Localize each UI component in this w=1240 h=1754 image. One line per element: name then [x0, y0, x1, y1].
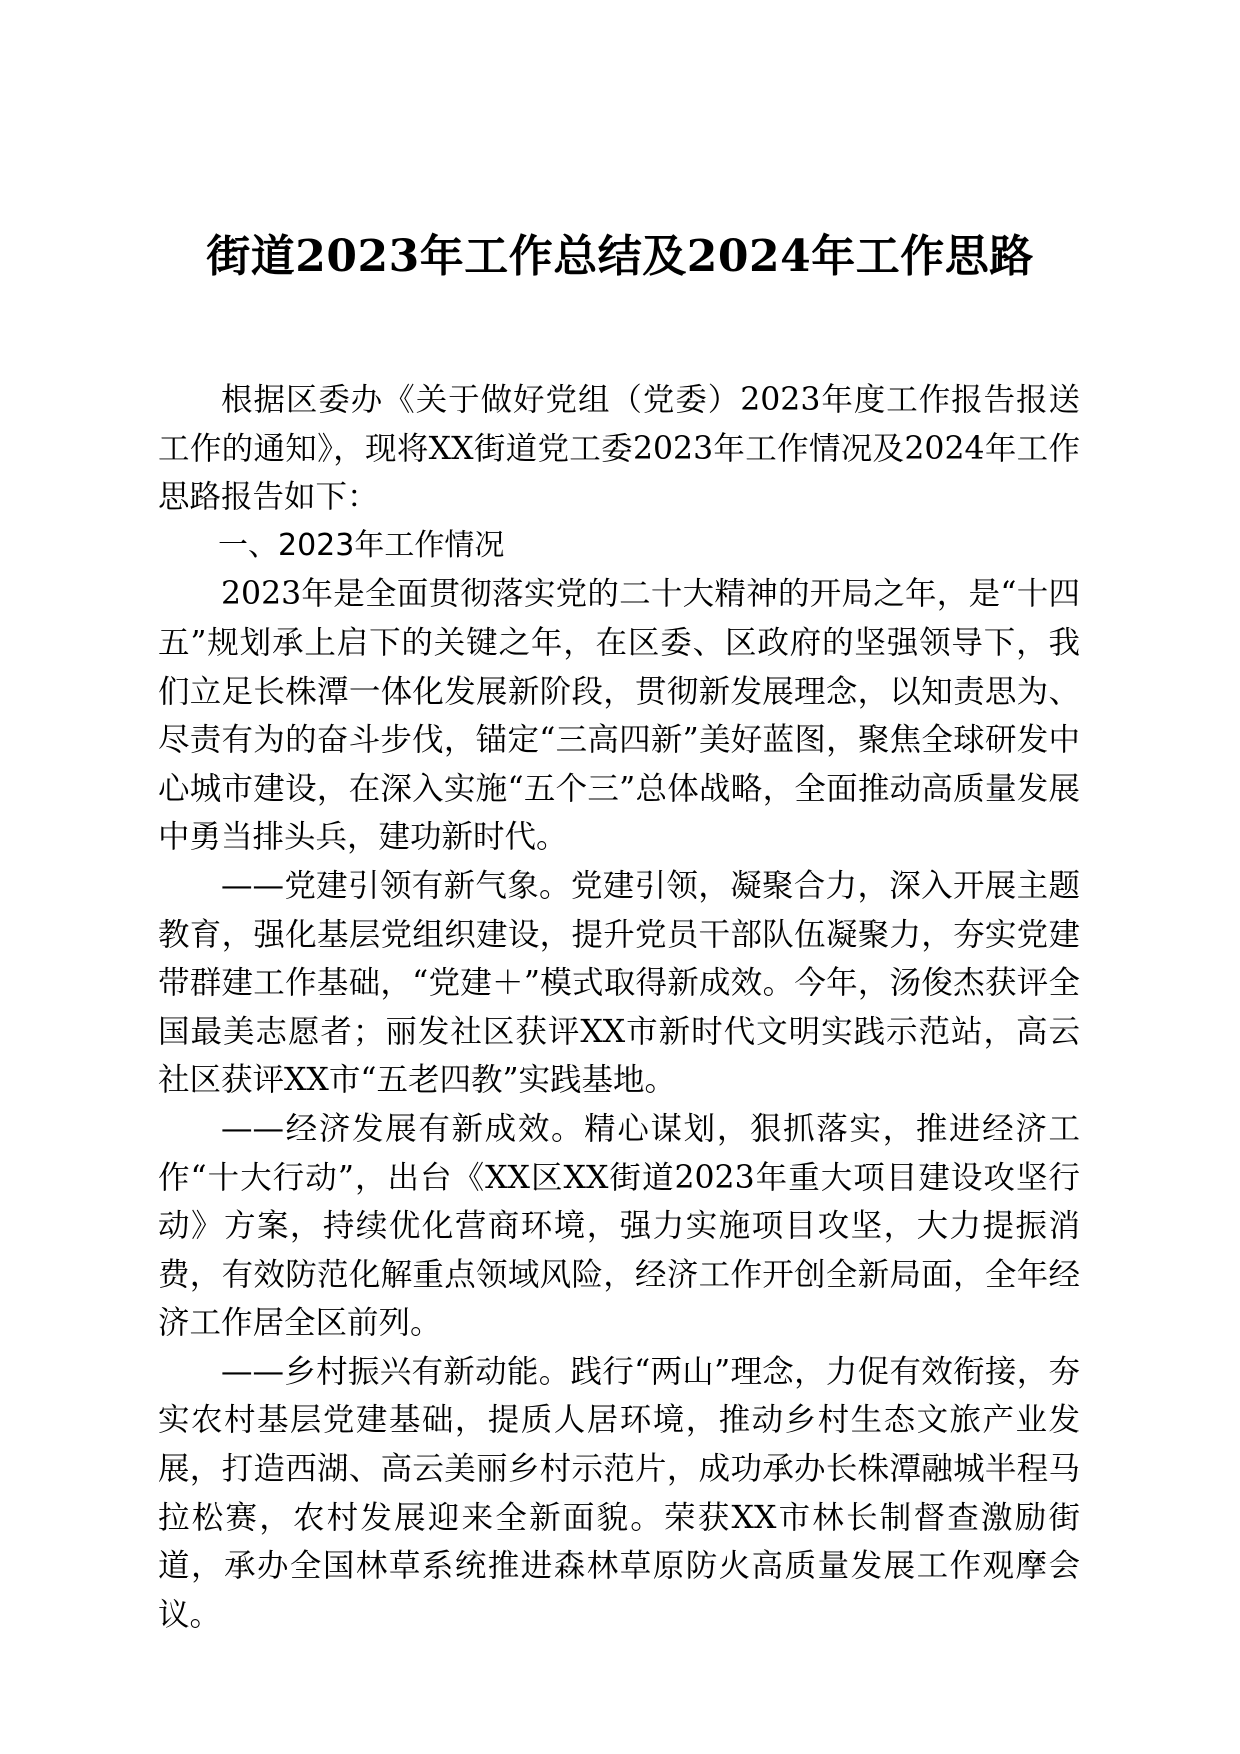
intro-paragraph: 根据区委办《关于做好党组（党委）2023年度工作报告报送工作的通知》，现将XX街道党工委2023年工作情况及2024年工作思路报告如下：	[158, 382, 1080, 516]
document-title: 街道2023年工作总结及2024年工作思路	[206, 231, 1034, 282]
section-heading: 一、2023年工作情况	[218, 527, 505, 563]
overview-paragraph: 2023年是全面贯彻落实党的二十大精神的开局之年，是“十四五”规划承上启下的关键之年，在区委、区政府的坚强领导下，我们立足长株潭一体化发展新阶段，贯彻新发展理念，以知责思为、尽责有为的奋斗步伐，锚定“三高四新”美好蓝图，聚焦全球研发中心城市建设，在深入实施“五个三”总体战略，全面推动高质量发展中勇当排头兵，建功新时代。	[158, 576, 1080, 856]
economy-paragraph: ——经济发展有新成效。精心谋划，狠抓落实，推进经济工作“十大行动”，出台《XX区XX街道2023年重大项目建设攻坚行动》方案，持续优化营商环境，强力实施项目攻坚，大力提振消费，有效防范化解重点领域风险，经济工作开创全新局面，全年经济工作居全区前列。	[158, 1110, 1080, 1342]
document-body	[158, 376, 1080, 1639]
rural-revitalization-paragraph: ——乡村振兴有新动能。践行“两山”理念，力促有效衔接，夯实农村基层党建基础，提质人居环境，推动乡村生态文旅产业发展，打造西湖、高云美丽乡村示范片，成功承办长株潭融城半程马拉松赛，农村发展迎来全新面貌。荣获XX市林长制督查激励街道，承办全国林草系统推进森林草原防火高质量发展工作观摩会议。	[158, 1353, 1080, 1633]
party-building-paragraph: ——党建引领有新气象。党建引领，凝聚合力，深入开展主题教育，强化基层党组织建设，提升党员干部队伍凝聚力，夯实党建带群建工作基础，“党建＋”模式取得新成效。今年，汤俊杰获评全国最美志愿者；丽发社区获评XX市新时代文明实践示范站，高云社区获评XX市“五老四教”实践基地。	[158, 867, 1080, 1099]
